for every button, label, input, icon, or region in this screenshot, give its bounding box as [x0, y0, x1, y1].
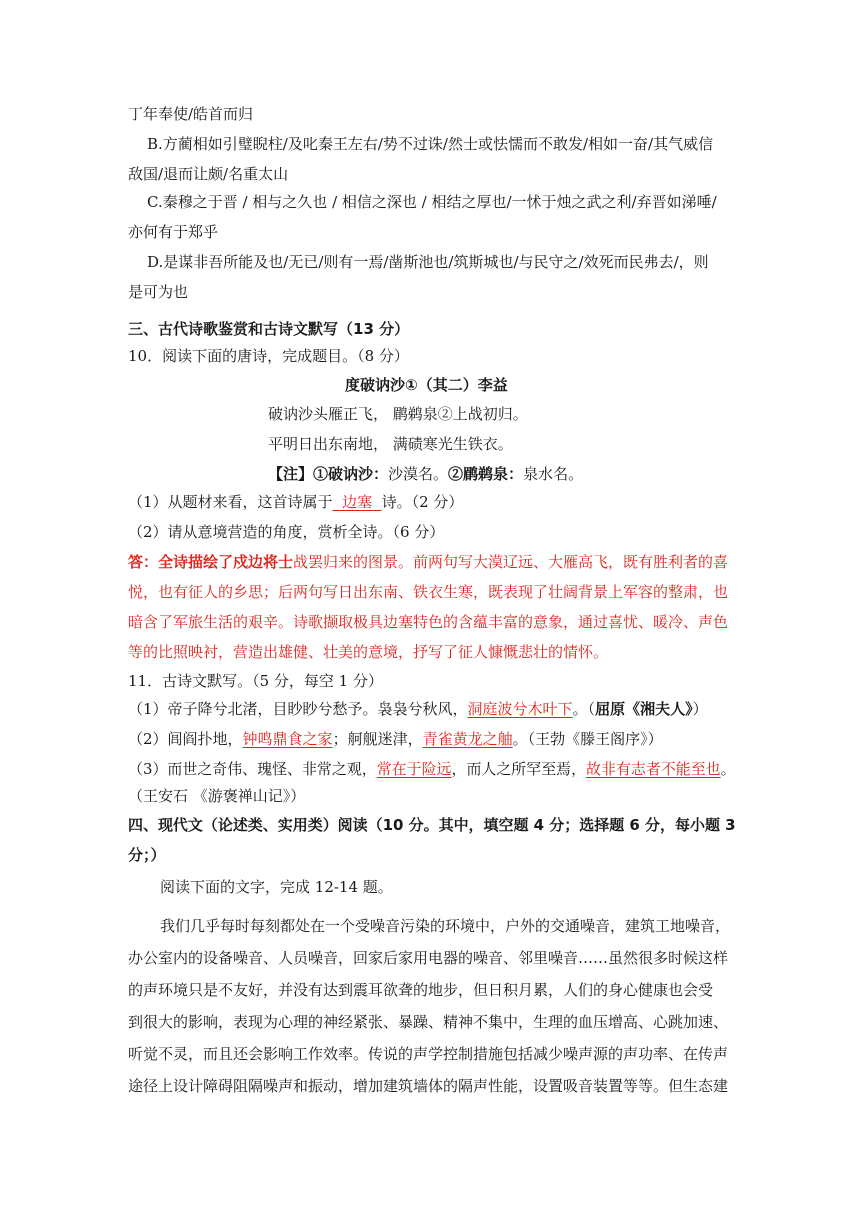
q10-1-answer: 边塞: [332, 493, 382, 511]
q10-1-suffix: 诗。（2 分）: [381, 493, 464, 511]
question-11-2: [128, 729, 663, 749]
option-c-line-1: C.秦穆之于晋 / 相与之久也 / 相信之深也 / 相结之厚也/一怵于烛之武之利/弃晋如涕唾/: [147, 193, 717, 211]
reading-instruction: 阅读下面的文字，完成 12-14 题。: [160, 878, 393, 896]
answer-text-1: 战罢归来的图景。前两句写大漠辽远、大雁高飞，既有胜利者的喜: [293, 553, 729, 571]
passage-line-3: 的声环境只是不友好，并没有达到震耳欲聋的地步，但日积月累，人们的身心健康也会受: [128, 981, 714, 999]
q11-3-prompt: （3）而世之奇伟、瑰怪、非常之观，: [128, 760, 377, 778]
q11-2-suffix: 。（王勃《滕王阁序》）: [512, 730, 663, 748]
note-1-def: 沙漠名。: [388, 465, 449, 483]
answer-line-2: 悦，也有征人的乡思；后两句写日出东南、铁衣生寒，既表现了壮阔背景上军容的整肃，也: [128, 583, 729, 601]
question-10-intro: 10．阅读下面的唐诗，完成题目。（8 分）: [128, 347, 409, 365]
answer-line-3: 暗含了军旅生活的艰辛。诗歌撷取极具边塞特色的含蕴丰富的意象，通过喜忧、暖冷、声色: [128, 613, 729, 631]
section-3-heading: 三、古代诗歌鉴赏和古诗文默写（13 分）: [128, 320, 410, 338]
q11-3-suffix: 。: [720, 760, 736, 778]
q11-1-source: 屈原《湘夫人》: [595, 700, 693, 718]
poem-note: [268, 464, 583, 484]
q11-1-prompt: （1）帝子降兮北渚，目眇眇兮愁予。袅袅兮秋风，: [128, 700, 468, 718]
q11-3-answer-2: 故非有志者不能至也: [586, 760, 721, 778]
q11-3-middle: ，而人之所罕至焉，: [451, 760, 587, 778]
answer-label: 答：全诗描绘了戍边将士: [128, 553, 294, 571]
passage-line-6: 途径上设计障碍阻隔噪声和振动，增加建筑墙体的隔声性能，设置吸音装置等等。但生态建: [128, 1077, 729, 1095]
question-11-3: [128, 759, 736, 779]
passage-line-4: 到很大的影响，表现为心理的神经紧张、暴躁、精神不集中，生理的血压增高、心跳加速、: [128, 1013, 729, 1031]
poem-line-1: 破讷沙头雁正飞， 鹛鹈泉②上战初归。: [268, 405, 528, 423]
section-4-heading-1: 四、现代文（论述类、实用类）阅读（10 分。其中，填空题 4 分；选择题 6 分，每小题 3: [128, 816, 736, 834]
option-c-line-2: 亦何有于郑乎: [128, 223, 219, 241]
q11-1-end: ）: [692, 700, 708, 718]
answer-line-4: 等的比照映衬，营造出雄健、壮美的意境，抒写了征人慷慨悲壮的情怀。: [128, 643, 609, 661]
question-11-intro: 11．古诗文默写。（5 分，每空 1 分）: [128, 672, 383, 690]
q10-1-prompt: （1）从题材来看，这首诗属于: [128, 493, 333, 511]
section-4-heading-2: 分；）: [128, 846, 166, 864]
note-label: 【注】: [268, 465, 314, 483]
passage-line-1: 我们几乎每时每刻都处在一个受噪音污染的环境中，户外的交通噪音，建筑工地噪音，: [160, 917, 731, 935]
q11-3-answer-1: 常在于险远: [376, 760, 452, 778]
note-1-term: ①破讷沙：: [313, 465, 389, 483]
passage-line-2: 办公室内的设备噪音、人员噪音，回家后家用电器的噪音、邻里噪音……虽然很多时候这样: [128, 949, 729, 967]
passage-line-5: 听觉不灵，而且还会影响工作效率。传说的声学控制措施包括减少噪声源的声功率、在传声: [128, 1045, 729, 1063]
note-2-def: 泉水名。: [523, 465, 584, 483]
q11-2-answer-2: 青雀黄龙之舳: [422, 730, 513, 748]
q11-1-punct: 。（: [572, 700, 596, 718]
option-b-line-1: B.方蔺相如引璧睨柱/及叱秦王左右/势不过诛/然士或怯懦而不敢发/相如一奋/其气威信: [147, 135, 714, 153]
note-2-term: ②鹛鹈泉：: [448, 465, 524, 483]
q11-3-source: （王安石 《游褒禅山记》）: [128, 787, 306, 805]
question-10-1: [128, 492, 463, 512]
option-b-line-2: 敌国/退而让颇/名重太山: [128, 165, 289, 183]
answer-line-1: [128, 552, 728, 572]
q11-1-answer: 洞庭波兮木叶下: [467, 700, 573, 718]
poem-title: 度破讷沙①（其二）李益: [345, 376, 508, 394]
q11-2-prompt: （2）闾阎扑地，: [128, 730, 243, 748]
question-11-1: [128, 699, 708, 719]
question-10-2: （2）请从意境营造的角度，赏析全诗。（6 分）: [128, 523, 445, 541]
q11-2-middle: ；舸舰迷津，: [332, 730, 423, 748]
option-d-line-2: 是可为也: [128, 283, 189, 301]
poem-line-2: 平明日出东南地， 满碛寒光生铁衣。: [268, 435, 513, 453]
option-a-continuation: 丁年奉使/皓首而归: [128, 105, 254, 123]
option-d-line-1: D.是谋非吾所能及也/无已/则有一焉/凿斯池也/筑斯城也/与民守之/效死而民弗去/，则: [147, 253, 709, 271]
q11-2-answer-1: 钟鸣鼎食之家: [242, 730, 333, 748]
